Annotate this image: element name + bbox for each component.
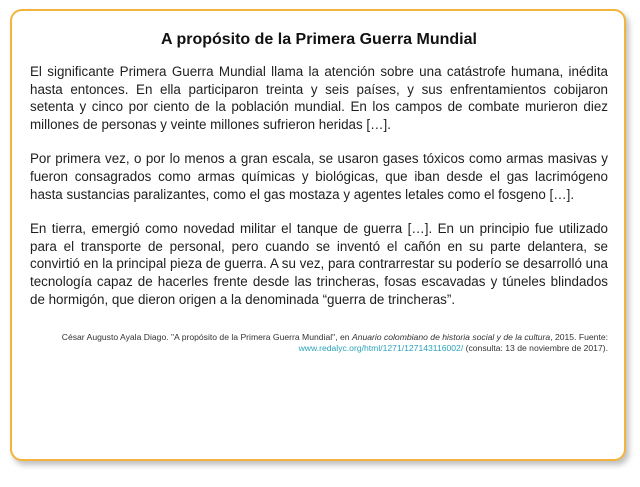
citation-prefix: César Augusto Ayala Diago. "A propósito de la Primera Guerra Mundial", en [61,332,352,343]
citation-middle: , 2015. Fuente: [550,332,608,343]
reading-card [10,9,626,461]
citation-suffix: (consulta: 13 de noviembre de 2017). [463,343,608,354]
source-link[interactable]: www.redalyc.org/html/1271/127143116002/ [298,343,464,354]
paragraph-1: El significante Primera Guerra Mundial llama la atención sobre una catástrofe humana, inédita hasta entonces. En ella participaron treinta y seis países, y sus enfrentamientos cobijaron setenta y cinco por ciento de la población mundial. En los campos de combate murieron diez millones de personas y veinte millones sufrieron heridas […]. [30,64,608,132]
paragraph-3: En tierra, emergió como novedad militar el tanque de guerra […]. En un principio fue utilizado para el transporte de personal, pero cuando se inventó el cañón en su parte delantera, se convirtió en la principal pieza de guerra. A su vez, para contrarrestar su poderío se desarrolló una tecnología capaz de hacerles frente desde las trincheras, fosas escavadas y túneles blindados de hormigón, que dieron origen a la denominada “guerra de trincheras”. [30,221,608,307]
paragraph-2: Por primera vez, o por lo menos a gran escala, se usaron gases tóxicos como armas masivas y fueron consagrados como armas químicas y biológicas, que iban desde el gas lacrimógeno hasta sustancias paralizantes, como el gas mostaza y agentes letales como el fosgeno […]. [30,151,608,202]
document-title: A propósito de la Primera Guerra Mundial [161,31,477,48]
citation-journal: Anuario colombiano de historia social y de la cultura [351,332,551,343]
source-citation [30,332,608,354]
